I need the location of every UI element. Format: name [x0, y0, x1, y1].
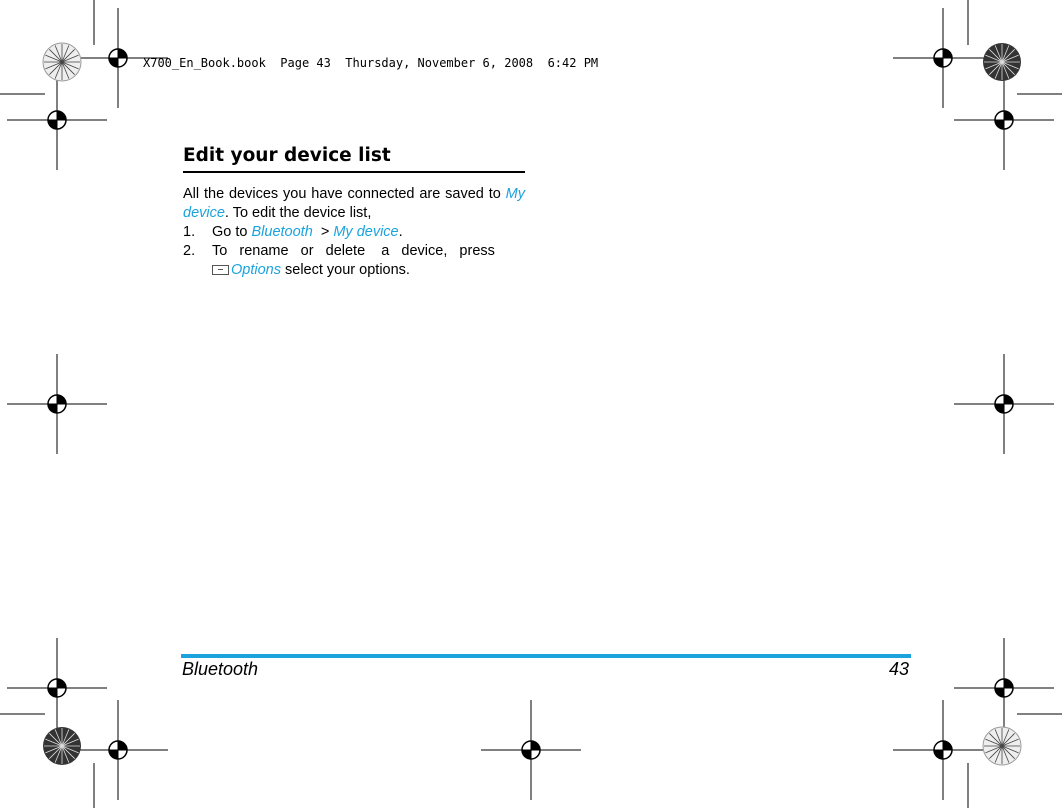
- step-number: 2.: [183, 243, 196, 259]
- left-softkey-icon: [212, 265, 229, 275]
- step-text-part: Go to: [212, 224, 252, 240]
- step-text-line-2: [212, 262, 410, 278]
- step-text: [212, 223, 525, 242]
- my-device-link: My device: [183, 186, 525, 221]
- section-title: Edit your device list: [183, 144, 525, 173]
- step-text-part: .: [398, 224, 403, 240]
- intro-text: All the devices you have connected are saved to: [183, 186, 506, 202]
- step-text-part: >: [312, 224, 334, 240]
- intro-text-end: . To edit the device list,: [224, 205, 372, 221]
- step-text: [212, 242, 525, 280]
- intro-paragraph: [183, 185, 525, 223]
- footer-chapter: Bluetooth: [182, 659, 259, 679]
- section-body: [183, 185, 525, 280]
- bluetooth-menu-link: Bluetooth: [251, 224, 313, 240]
- step-1: [183, 223, 525, 242]
- section: [183, 144, 525, 280]
- step-2: [183, 242, 525, 280]
- footer-rule: [181, 654, 911, 658]
- my-device-menu-link: My device: [333, 224, 399, 240]
- step-text-line: To rename or delete a device, press: [212, 243, 495, 259]
- step-number: 1.: [183, 224, 196, 240]
- options-softkey-label: Options: [231, 262, 281, 278]
- step-text-part: select your options.: [280, 262, 410, 278]
- slug-line: X700_En_Book.book Page 43 Thursday, November 6, 2008 6:42 PM: [143, 56, 599, 70]
- page-number: 43: [888, 659, 909, 679]
